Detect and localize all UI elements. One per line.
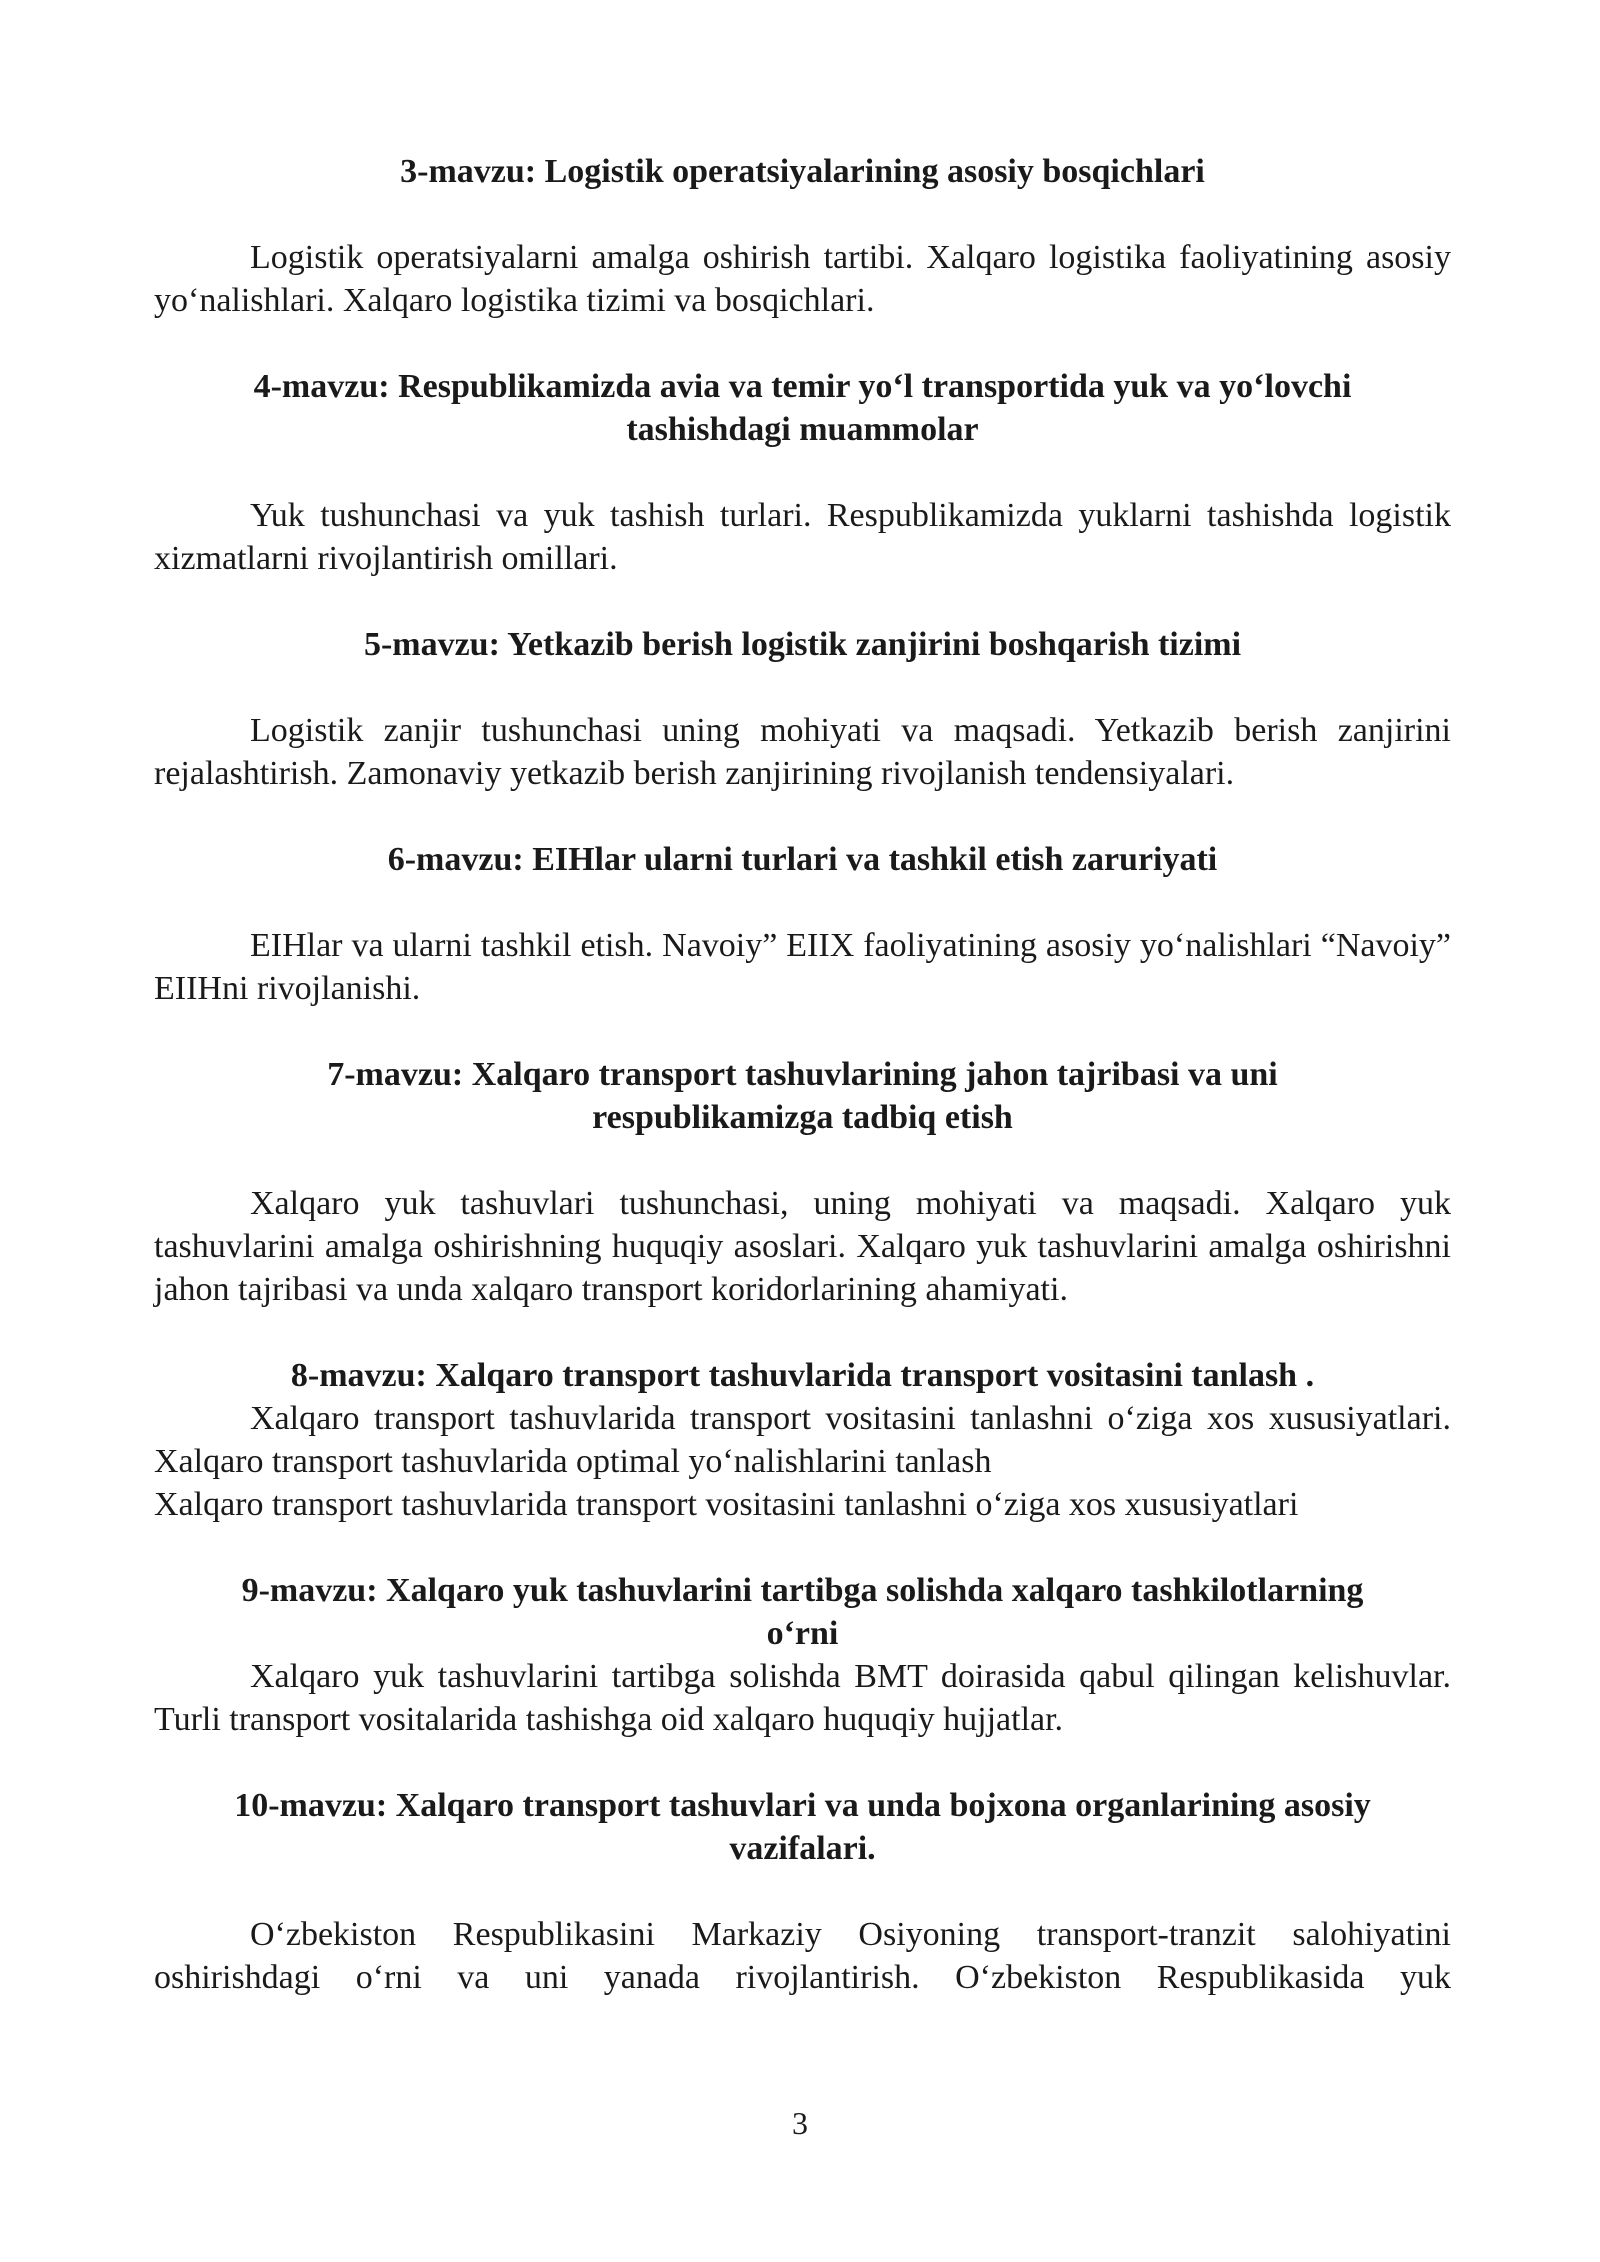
section-body-5: Logistik zanjir tushunchasi uning mohiyati va maqsadi. Yetkazib berish zanjirini rejalashtirish. Zamonaviy yetkazib berish zanjirining rivojlanish tendensiyalari.: [154, 712, 1451, 792]
section-body-8-part-2: Xalqaro transport tashuvlarida transport vositasini tanlashni o‘ziga xos xususiyatlari: [154, 1486, 1299, 1523]
section-heading-4: 4-mavzu: Respublikamizda avia va temir yo‘l transportida yuk va yo‘lovchi tashishdagi muammolar: [253, 368, 1352, 448]
page-number: 3: [792, 2105, 808, 2141]
document-page: [154, 150, 1451, 1999]
section-heading-5: 5-mavzu: Yetkazib berish logistik zanjirini boshqarish tizimi: [363, 626, 1242, 663]
section-body-7: Xalqaro yuk tashuvlari tushunchasi, uning mohiyati va maqsadi. Xalqaro yuk tashuvlarini amalga oshirishning huquqiy asoslari. Xalqaro yuk tashuvlarini amalga oshirishni jahon tajribasi va unda xalqaro transport koridorlarining ahamiyati.: [154, 1185, 1451, 1308]
section-heading-6: 6-mavzu: EIHlar ularni turlari va tashkil etish zaruriyati: [387, 841, 1218, 878]
section-body-6: EIHlar va ularni tashkil etish. Navoiy” EIIX faoliyatining asosiy yo‘nalishlari “Navoiy” EIIHni rivojlanishi.: [154, 927, 1451, 1007]
section-heading-3: 3-mavzu: Logistik operatsiyalarining asosiy bosqichlari: [400, 153, 1205, 190]
section-heading-8: 8-mavzu: Xalqaro transport tashuvlarida transport vositasini tanlash .: [290, 1357, 1315, 1394]
section-body-8-part-1: Xalqaro transport tashuvlarida transport vositasini tanlashni o‘ziga xos xususiyatlari. Xalqaro transport tashuvlarida optimal yo‘nalishlarini tanlash: [154, 1400, 1451, 1480]
section-body-3: Logistik operatsiyalarni amalga oshirish tartibi. Xalqaro logistika faoliyatining asosiy yo‘nalishlari. Xalqaro logistika tizimi va bosqichlari.: [154, 239, 1451, 319]
section-body-9: Xalqaro yuk tashuvlarini tartibga solishda BMT doirasida qabul qilingan kelishuvlar. Turli transport vositalarida tashishga oid xalqaro huquqiy hujjatlar.: [154, 1658, 1451, 1738]
section-heading-9: 9-mavzu: Xalqaro yuk tashuvlarini tartibga solishda xalqaro tashkilotlarning o‘rni: [241, 1572, 1364, 1652]
section-heading-7: 7-mavzu: Xalqaro transport tashuvlarining jahon tajribasi va uni respublikamizga tadbiq etish: [327, 1056, 1278, 1136]
section-body-4: Yuk tushunchasi va yuk tashish turlari. Respublikamizda yuklarni tashishda logistik xizmatlarni rivojlantirish omillari.: [154, 497, 1451, 577]
section-body-10: O‘zbekiston Respublikasini Markaziy Osiyoning transport-tranzit salohiyatini oshirishdagi o‘rni va uni yanada rivojlantirish. O‘zbekiston Respublikasida yuk: [154, 1916, 1451, 1996]
section-heading-10: 10-mavzu: Xalqaro transport tashuvlari va unda bojxona organlarining asosiy vazifalari.: [234, 1787, 1371, 1867]
